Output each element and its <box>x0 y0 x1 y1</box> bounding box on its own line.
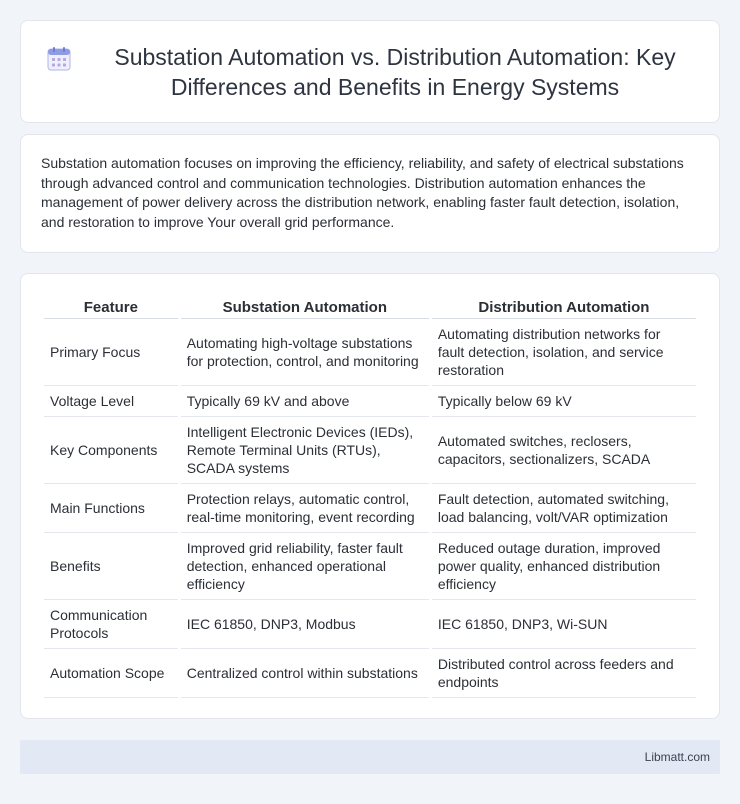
comparison-table <box>41 294 699 698</box>
row-feature-cell: Benefits <box>44 533 178 600</box>
row-substation-cell: Centralized control within substations <box>181 649 429 698</box>
row-distribution-cell: IEC 61850, DNP3, Wi-SUN <box>432 600 696 649</box>
row-distribution-cell: Fault detection, automated switching, load balancing, volt/VAR optimization <box>432 484 696 533</box>
table-row <box>44 649 696 698</box>
footer-bar <box>20 740 720 774</box>
row-feature-cell: Primary Focus <box>44 319 178 386</box>
row-distribution-cell: Typically below 69 kV <box>432 386 696 417</box>
row-substation-cell: Protection relays, automatic control, real-time monitoring, event recording <box>181 484 429 533</box>
row-feature-cell: Automation Scope <box>44 649 178 698</box>
table-row <box>44 319 696 386</box>
row-distribution-cell: Automated switches, reclosers, capacitors, sectionalizers, SCADA <box>432 417 696 484</box>
row-distribution-cell: Reduced outage duration, improved power quality, enhanced distribution efficiency <box>432 533 696 600</box>
comparison-table-card <box>20 273 720 719</box>
column-header-feature: Feature <box>44 294 178 319</box>
table-row <box>44 533 696 600</box>
row-substation-cell: Improved grid reliability, faster fault detection, enhanced operational efficiency <box>181 533 429 600</box>
row-feature-cell: Voltage Level <box>44 386 178 417</box>
intro-paragraph: Substation automation focuses on improving the efficiency, reliability, and safety of electrical substations through advanced control and communication technologies. Distribution automation enhances the management of power delivery across the distribution network, enabling faster fault detection, isolation, and restoration to improve Your overall grid performance. <box>41 155 684 230</box>
calendar-icon <box>45 45 73 73</box>
row-distribution-cell: Distributed control across feeders and endpoints <box>432 649 696 698</box>
row-substation-cell: Intelligent Electronic Devices (IEDs), Remote Terminal Units (RTUs), SCADA systems <box>181 417 429 484</box>
row-substation-cell: Typically 69 kV and above <box>181 386 429 417</box>
row-feature-cell: Communication Protocols <box>44 600 178 649</box>
table-row <box>44 484 696 533</box>
intro-card <box>20 134 720 253</box>
column-header-substation: Substation Automation <box>181 294 429 319</box>
table-row <box>44 386 696 417</box>
header-card <box>20 20 720 123</box>
row-substation-cell: Automating high-voltage substations for protection, control, and monitoring <box>181 319 429 386</box>
table-row <box>44 600 696 649</box>
row-distribution-cell: Automating distribution networks for fault detection, isolation, and service restoration <box>432 319 696 386</box>
footer-site-link[interactable]: Libmatt.com <box>644 750 710 764</box>
row-substation-cell: IEC 61850, DNP3, Modbus <box>181 600 429 649</box>
row-feature-cell: Main Functions <box>44 484 178 533</box>
table-header-row <box>44 294 696 319</box>
table-row <box>44 417 696 484</box>
row-feature-cell: Key Components <box>44 417 178 484</box>
column-header-distribution: Distribution Automation <box>432 294 696 319</box>
page-title: Substation Automation vs. Distribution Automation: Key Differences and Benefits in Energy Systems <box>114 43 676 100</box>
